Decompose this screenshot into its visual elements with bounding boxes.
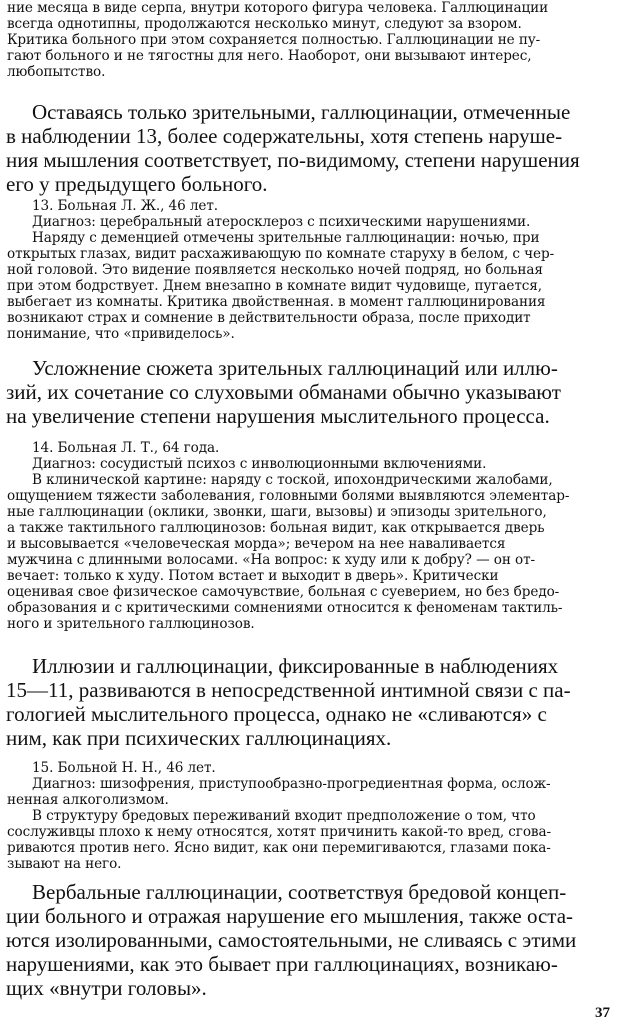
text-line: вечает: только к худу. Потом встает и выходит в дверь». Критически: [7, 568, 499, 584]
text-line: понимание, что «привиделось».: [7, 326, 235, 342]
text-line: ного и зрительного галлюцинозов.: [7, 616, 255, 632]
text-line: возникают страх и сомнение в действительности образа, после приходит: [7, 310, 531, 326]
case-12-continuation: [0, 0, 620, 80]
text-line: образования и с критическими сомнениями относится к феноменам тактиль-: [7, 600, 563, 616]
text-line: риваются против него. Ясно видит, как они перемигиваются, глазами пока-: [7, 840, 551, 856]
text-line: ним, как при психических галлюцинациях.: [6, 726, 392, 750]
text-line: ощущением тяжести заболевания, головными болями выявляются элементар-: [7, 488, 570, 504]
text-line: зывают на него.: [7, 856, 122, 872]
text-line: оценивая свое физическое самочувствие, больная с суеверием, но без бредо-: [7, 584, 560, 600]
text-line: щих «внутри головы».: [6, 976, 207, 1000]
case-title: 14. Больная Л. Т., 64 года.: [32, 440, 220, 456]
text-line: а также тактильного галлюцинозов: больная видит, как открывается дверь: [7, 520, 545, 536]
text-line: гологией мыслительного процесса, однако не «сливаются» с: [6, 702, 547, 726]
text-line: Оставаясь только зрительными, галлюцинации, отмеченные: [32, 100, 571, 124]
text-line: зий, их сочетание со слуховыми обманами обычно указывают: [6, 380, 561, 404]
case-diagnosis: Диагноз: шизофрения, приступообразно-прогредиентная форма, ослож-: [32, 776, 551, 792]
main-paragraph-4: [0, 880, 620, 1000]
text-line: В клинической картине: наряду с тоской, ипохондрическими жалобами,: [32, 472, 553, 488]
page-number: 37: [595, 1005, 610, 1021]
text-line: 15—11, развиваются в непосредственной интимной связи с па-: [6, 678, 571, 702]
main-paragraph-2: [0, 356, 620, 428]
text-line: на увеличение степени нарушения мыслительного процесса.: [6, 404, 550, 428]
text-line: ние месяца в виде серпа, внутри которого фигура человека. Галлюцинации: [7, 0, 549, 16]
text-line: и высовывается «человеческая морда»; вечером на нее наваливается: [7, 536, 506, 552]
text-line: в наблюдении 13, более содержательны, хотя степень наруше-: [6, 124, 563, 148]
text-line: В структуру бредовых переживаний входит предположение о том, что: [32, 808, 536, 824]
text-line: Усложнение сюжета зрительных галлюцинаций или иллю-: [32, 356, 558, 380]
case-14: [0, 440, 620, 632]
text-line: сослуживцы плохо к нему относятся, хотят причинить какой-то вред, сгова-: [7, 824, 551, 840]
case-diagnosis: Диагноз: сосудистый психоз с инволюционными включениями.: [32, 456, 487, 472]
text-line: Критика больного при этом сохраняется полностью. Галлюцинации не пу-: [7, 32, 541, 48]
text-line: ются изолированными, самостоятельными, не сливаясь с этими: [6, 928, 577, 952]
text-line: мужчина с длинными волосами. «На вопрос: к худу или к добру? — он от-: [7, 552, 536, 568]
text-line: нарушениями, как это бывает при галлюцинациях, возникаю-: [6, 952, 558, 976]
text-line: всегда однотипны, продолжаются несколько минут, следуют за взором.: [7, 16, 522, 32]
text-line: ции больного и отражая нарушение его мышления, также оста-: [6, 904, 574, 928]
text-line: любопытство.: [7, 64, 106, 80]
case-title: 15. Больной Н. Н., 46 лет.: [32, 760, 216, 776]
text-line: выбегает из комнаты. Критика двойственная. в момент галлюцинирования: [7, 294, 546, 310]
text-line: ния мышления соответствует, по-видимому, степени нарушения: [6, 148, 580, 172]
case-diagnosis: Диагноз: церебральный атеросклероз с психическими нарушениями.: [32, 214, 531, 230]
main-paragraph-3: [0, 654, 620, 750]
case-13: [0, 198, 620, 342]
case-title: 13. Больная Л. Ж., 46 лет.: [32, 198, 218, 214]
text-line: открытых глазах, видит расхаживающую по комнате старуху в белом, с чер-: [7, 246, 555, 262]
text-line: Иллюзии и галлюцинации, фиксированные в наблюдениях: [32, 654, 559, 678]
text-line: гают больного и не тягостны для него. Наоборот, они вызывают интерес,: [7, 48, 532, 64]
text-line: при этом бодрствует. Днем внезапно в комнате видит чудовище, пугается,: [7, 278, 542, 294]
main-paragraph-1: [0, 100, 620, 196]
text-line: Наряду с деменцией отмечены зрительные галлюцинации: ночью, при: [32, 230, 540, 246]
text-line: его у предыдущего больного.: [6, 172, 268, 196]
text-line: ной головой. Это видение появляется несколько ночей подряд, но больная: [7, 262, 543, 278]
text-line: ные галлюцинации (оклики, звонки, шаги, вызовы) и эпизоды зрительного,: [7, 504, 547, 520]
case-15: [0, 760, 620, 872]
case-diagnosis: ненная алкоголизмом.: [7, 792, 169, 808]
text-line: Вербальные галлюцинации, соответствуя бредовой концеп-: [32, 880, 567, 904]
